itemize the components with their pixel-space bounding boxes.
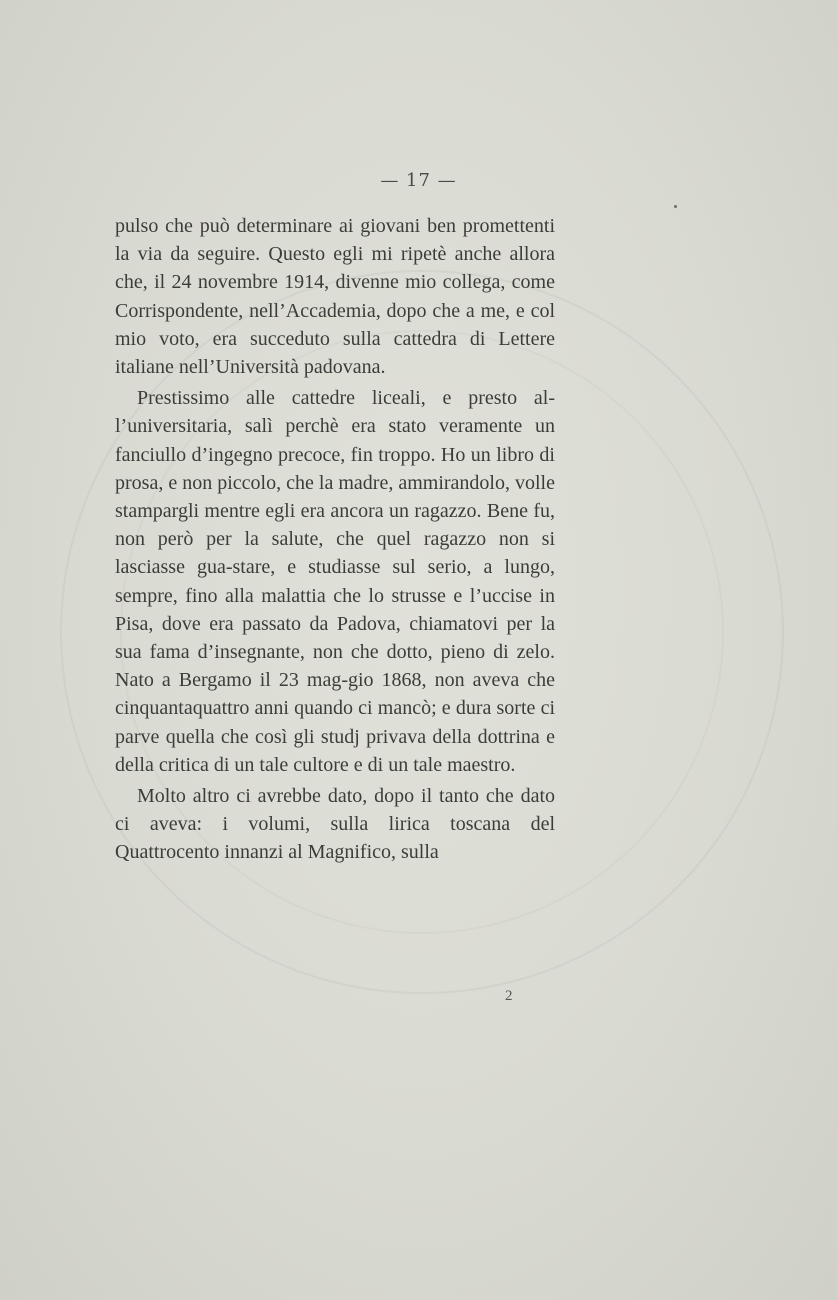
- paper-speck: [674, 205, 677, 208]
- paragraph: pulso che può determinare ai giovani ben promettenti la via da seguire. Questo egli mi ripetè anche allora che, il 24 novembre 1914, divenne mio collega, come Corrispondente, nell’Accademia, dopo che a me, e col mio voto, era succeduto sulla cattedra di Lettere italiane nell’Università padovana.: [115, 215, 555, 379]
- signature-mark: 2: [505, 988, 513, 1004]
- page-number: — 17 —: [380, 170, 457, 191]
- body-text: [115, 212, 555, 867]
- paragraph: Prestissimo alle cattedre liceali, e presto al-l’universitaria, salì perchè era stato veramente un fanciullo d’ingegno precoce, fin troppo. Ho un libro di prosa, e non piccolo, che la madre, ammirandolo, volle stampargli mentre egli era ancora un ragazzo. Bene fu, non però per la salute, che quel ragazzo non si lasciasse gua-stare, e studiasse sul serio, a lungo, sempre, fino alla malattia che lo strusse e l’uccise in Pisa, dove era passato da Padova, chiamatovi per la sua fama d’insegnante, non che dotto, pieno di zelo. Nato a Bergamo il 23 mag-gio 1868, non aveva che cinquantaquattro anni quando ci mancò; e dura sorte ci parve quella che così gli studj privava della dottrina e della critica di un tale cultore e di un tale maestro.: [115, 387, 555, 776]
- paragraph: Molto altro ci avrebbe dato, dopo il tanto che dato ci aveva: i volumi, sulla lirica toscana del Quattrocento innanzi al Magnifico, sulla: [115, 785, 555, 864]
